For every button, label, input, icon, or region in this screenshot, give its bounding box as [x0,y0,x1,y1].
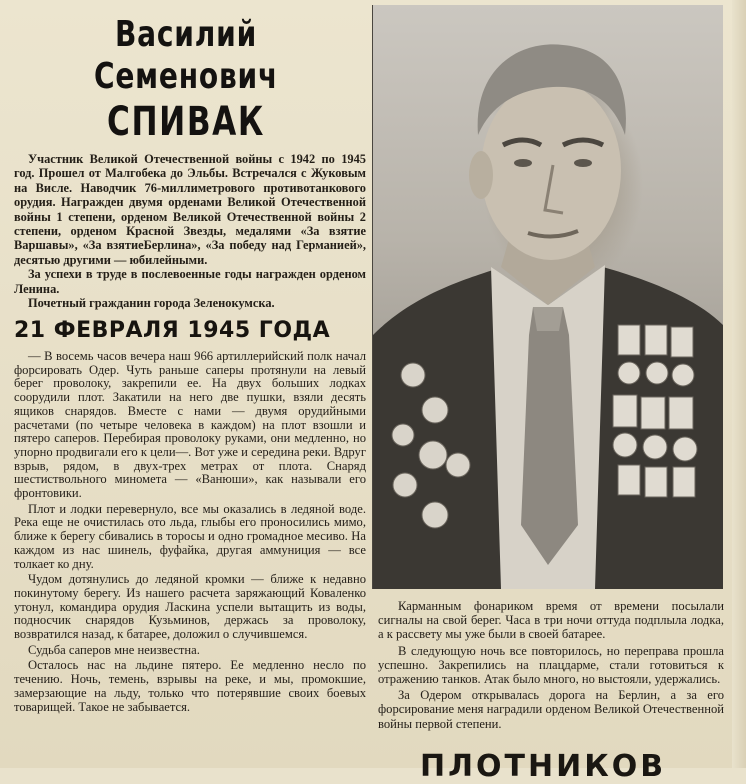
medals-right [613,325,697,497]
article-paragraph: — В восемь часов вечера наш 966 артиллерийский полк начал форсировать Одер. Чуть раньше саперы протянули на левый берег проволоку, закрепили ее. На двух больших лодках соорудили плот. Закатили на него две пушки, взяли десять ящиков снарядов. Вместе с нами — двумя орудийными расчетами (по четыре человека в каждом) на плот взошли и пятеро саперов. Перебирая проволоку руками, они медленно, но упорно продвигали его к цели—. Вот уже и середина реки. Вдруг взрыв, рядом, в двух-трех метрах от плота. Снаряд шестиствольного миномета — «Ванюши», как называли его фронтовики. [14,349,366,501]
portrait-illustration [373,5,723,589]
bio-paragraph: Участник Великой Отечественной войны с 1942 по 1945 год. Прошел от Малгобека до Эльбы. Встречался с Жуковым на Висле. Наводчик 76-миллиметрового противотанкового орудия. Награжден двумя орденами Великой Отечественной войны 1 степени, орденом Великой Отечественной войны 2 степени, орденом Красной Звезды, медалями «За взятие Варшавы», «За взятиеБерлина», «За победу над Германией», десятью другими — юбилейными. [14,152,366,267]
article-paragraph: Осталось нас на льдине пятеро. Ее медленно несло по течению. Ночь, темень, взрывы на реке, и мы, промокшие, замерзающие на льду, только что потерявшие своих боевых товарищей. Такое не забывается. [14,658,366,714]
title-name: Василий Семенович [93,14,279,97]
bio-paragraph: За успехи в труде в послевоенные годы награжден орденом Ленина. [14,267,366,296]
page-edge [732,0,746,768]
article-paragraph: Карманным фонариком время от времени посылали сигналы на свой берег. Часа в три ночи оттуда подплыла лодка, а к рассвету мы уже были в своей батарее. [378,599,724,642]
article-paragraph: Плот и лодки перевернуло, все мы оказались в ледяной воде. Река еще не очистилась ото льда, глыбы его проносились мимо, ближе к берегу сбивались в торосы и одно громадное месиво. На каждом из нас шинель, фуфайка, другая аммуниция — все толкает ко дну. [14,501,366,571]
article-title [41,14,331,146]
portrait-photo [372,5,723,589]
section-heading: 21 ФЕВРАЛЯ 1945 ГОДА [14,318,331,343]
next-article-title-fragment: ПЛОТНИКОВ [420,749,667,784]
article-column-left [14,350,366,716]
article-column-right [378,599,724,733]
article-paragraph: Чудом дотянулись до ледяной кромки — ближе к недавно покинутому берегу. Из нашего расчета заряжающий Коваленко утонул, командира орудия Ласкина успели вытащить из воды, подносчик снарядов Кузьминов, держась за проволоку, возвратился назад, к батарее, доложил о случившемся. [14,572,366,642]
article-paragraph: В следующую ночь все повторилось, но переправа прошла успешно. Закрепились на плацдарме, стали готовиться к отражению танков. Атак было много, но выстояли, удержались. [378,643,724,687]
article-paragraph: За Одером открывалась дорога на Берлин, а за его форсирование меня наградили орденом Великой Отечественной войны первой степени. [378,688,724,731]
bio-block [14,152,366,310]
bio-paragraph: Почетный гражданин города Зеленокумска. [28,296,275,311]
article-paragraph: Судьба саперов мне неизвестна. [28,642,200,657]
title-surname: СПИВАК [107,99,265,145]
